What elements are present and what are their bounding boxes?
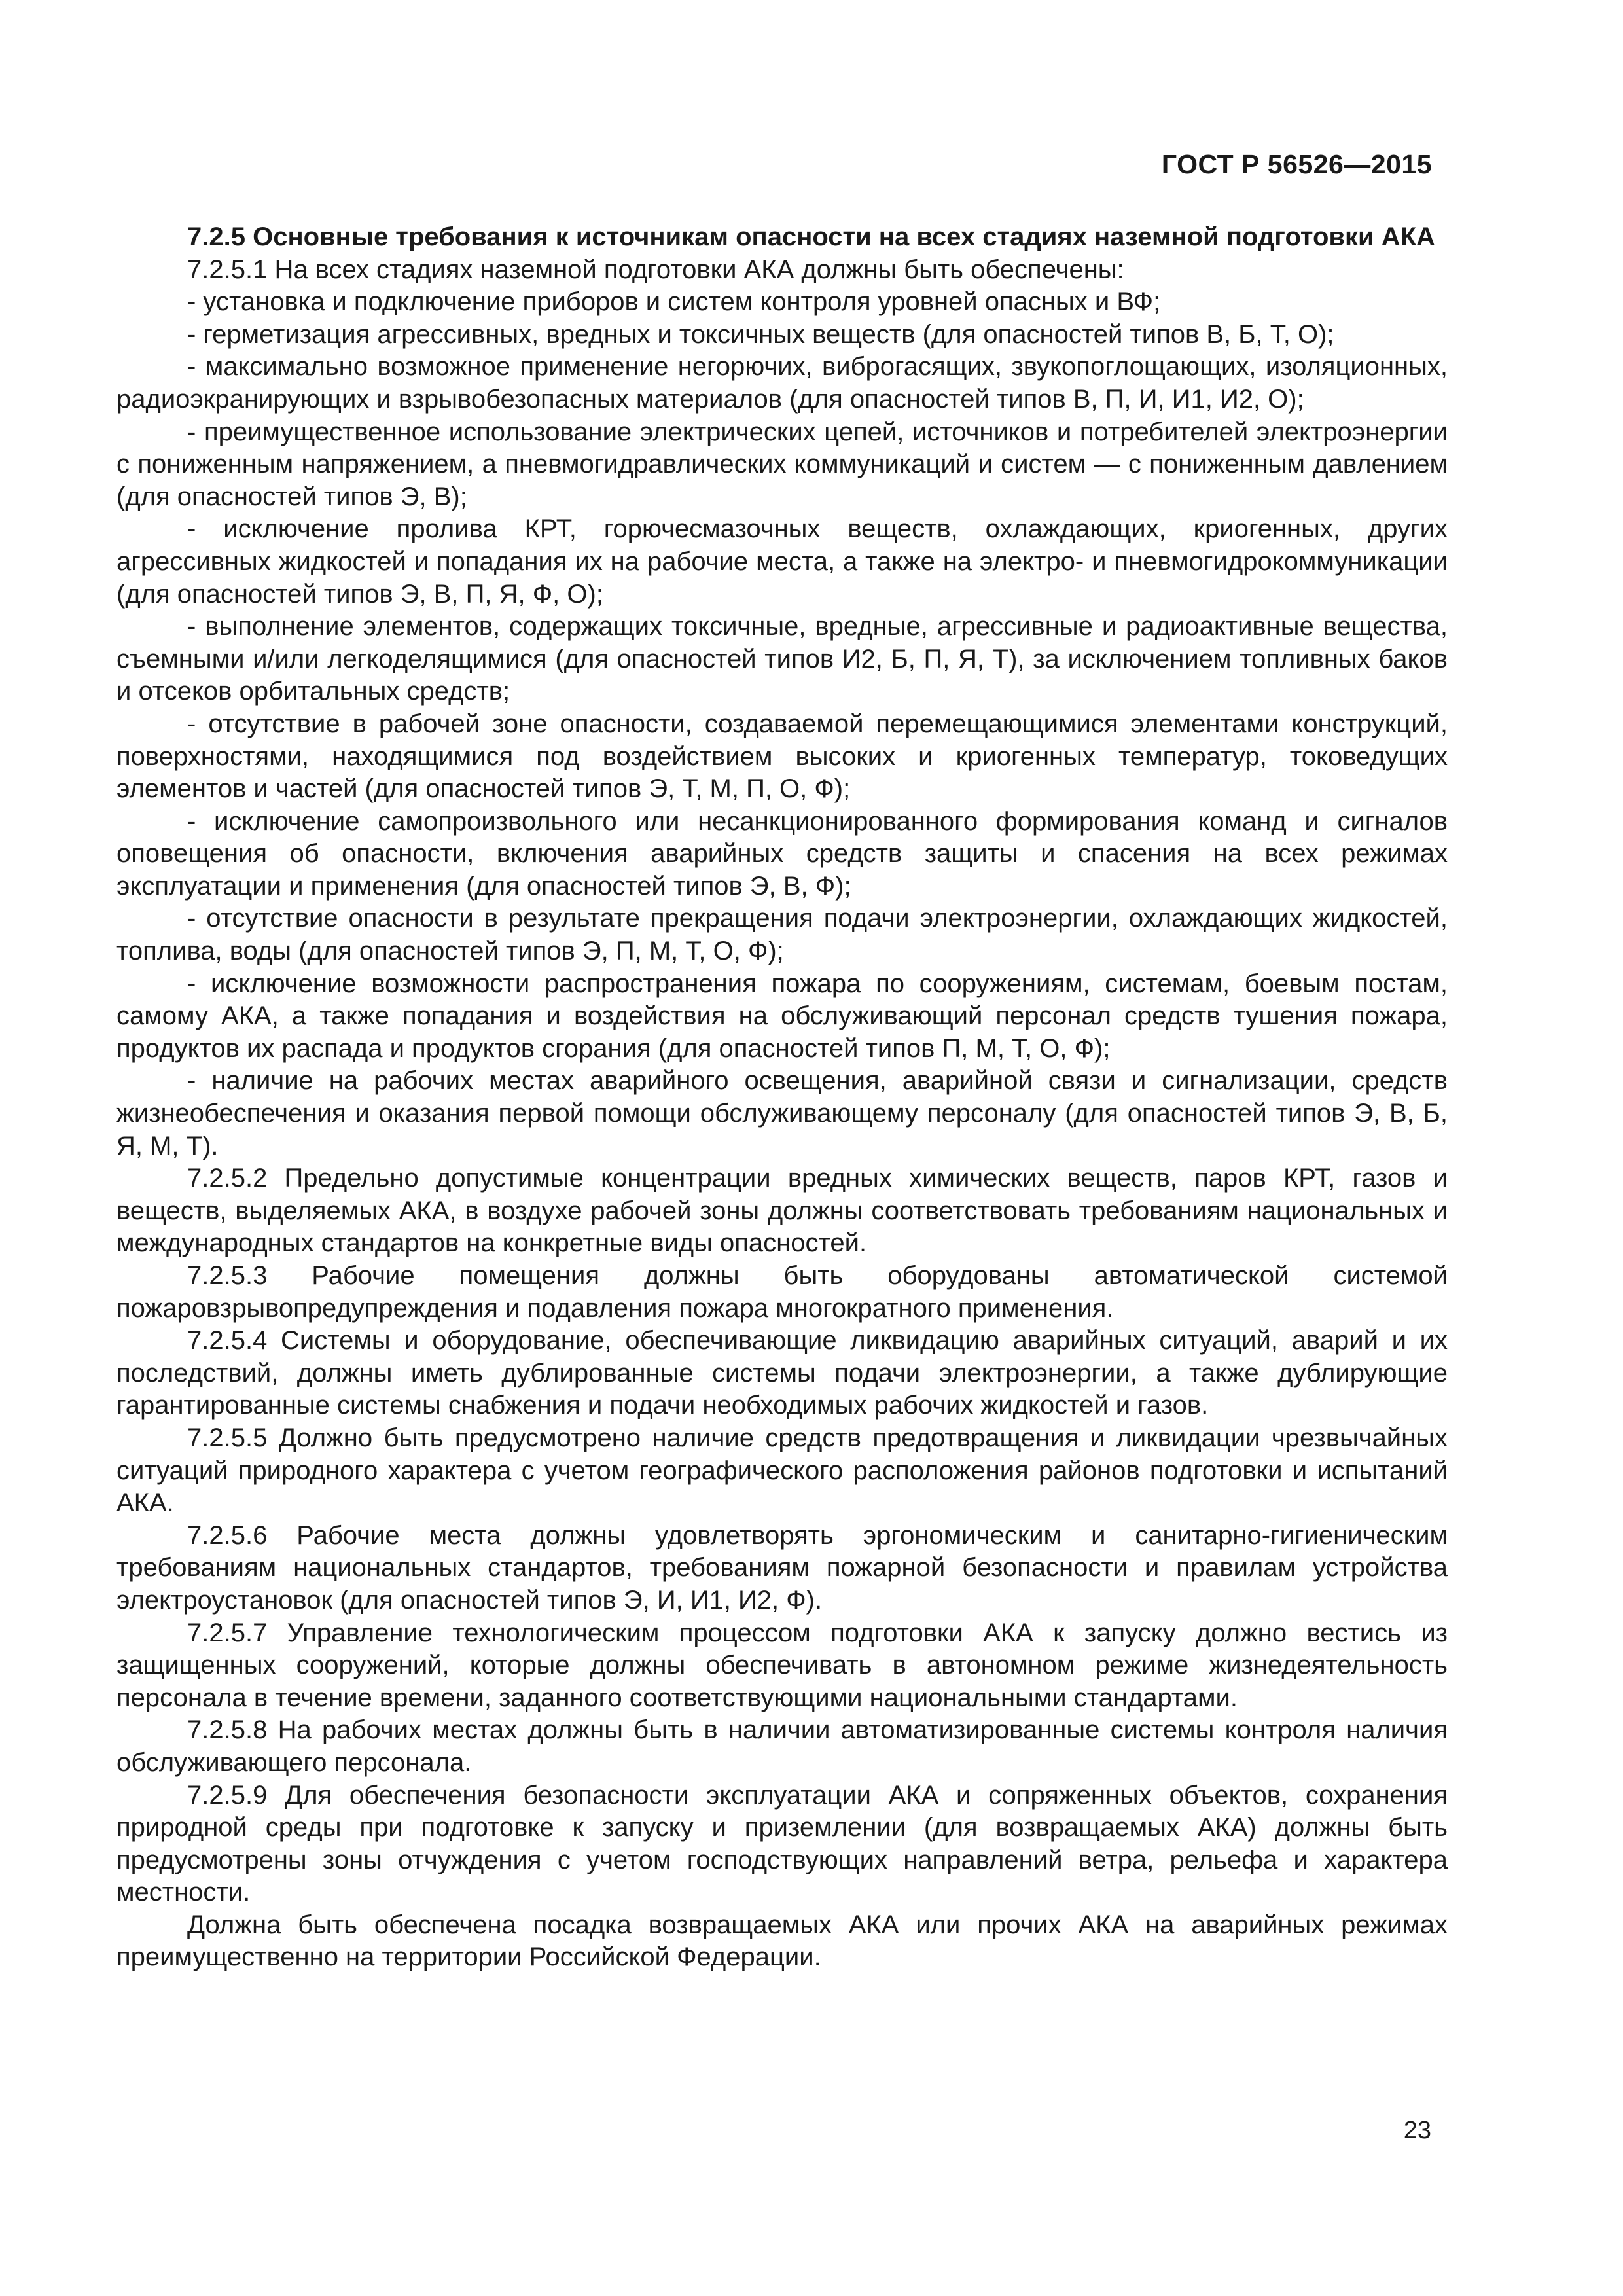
clause-7-2-5-3: 7.2.5.3 Рабочие помещения должны быть оборудованы автоматической системой пожаровзрывопредупреждения и подавления пожара многократного применения. bbox=[116, 1261, 1448, 1323]
clause-7-2-5-7: 7.2.5.7 Управление технологическим процессом подготовки АКА к запуску должно вестись из защищенных сооружений, которые должны обеспечивать в автономном режиме жизнедеятельность персонала в течение времени, заданного соответствующими национальными стандартами. bbox=[116, 1618, 1448, 1712]
list-item-supply-interruption: - отсутствие опасности в результате прекращения подачи электроэнергии, охлаждающих жидкостей, топлива, воды (для опасностей типов Э, П, М, Т, О, Ф); bbox=[116, 904, 1448, 966]
list-item-emergency-lighting: - наличие на рабочих местах аварийного освещения, аварийной связи и сигнализации, средств жизнеобеспечения и оказания первой помощи обслуживающему персоналу (для опасностей типов Э, В, Б, Я, М, Т). bbox=[116, 1066, 1448, 1160]
clause-7-2-5-6: 7.2.5.6 Рабочие места должны удовлетворять эргономическим и санитарно-гигиеническим требованиям национальных стандартов, требованиям пожарной безопасности и правилам устройства электроустановок (для опасностей типов Э, И, И1, И2, Ф). bbox=[116, 1520, 1448, 1615]
list-item-removable-elements: - выполнение элементов, содержащих токсичные, вредные, агрессивные и радиоактивные вещества, съемными и/или легкоделящимися (для опасностей типов И2, Б, П, Я, Т), за исключением топливных баков и отсеков орбитальных средств; bbox=[116, 612, 1448, 706]
section-heading: 7.2.5 Основные требования к источникам опасности на всех стадиях наземной подготовки АКА bbox=[187, 223, 1435, 251]
closing-paragraph: Должна быть обеспечена посадка возвращаемых АКА или прочих АКА на аварийных режимах преимущественно на территории Российской Федерации. bbox=[116, 1910, 1448, 1972]
list-item-fire-spread: - исключение возможности распространения пожара по сооружениям, системам, боевым постам, самому АКА, а также попадания и воздействия на обслуживающий персонал средств тушения пожара, продуктов их распада и продуктов сгорания (для опасностей типов П, М, Т, О, Ф); bbox=[116, 969, 1448, 1063]
clause-7-2-5-5: 7.2.5.5 Должно быть предусмотрено наличие средств предотвращения и ликвидации чрезвычайных ситуаций природного характера с учетом географического расположения районов подготовки и испытаний АКА. bbox=[116, 1423, 1448, 1518]
clause-7-2-5-9: 7.2.5.9 Для обеспечения безопасности эксплуатации АКА и сопряженных объектов, сохранения природной среды при подготовке к запуску и приземлении (для возвращаемых АКА) должны быть предусмотрены зоны отчуждения с учетом господствующих направлений ветра, рельефа и характера местности. bbox=[116, 1780, 1448, 1907]
list-item-materials: - максимально возможное применение негорючих, виброгасящих, звукопоглощающих, изоляционных, радиоэкранирующих и взрывобезопасных материалов (для опасностей типов В, П, И, И1, И2, О); bbox=[116, 352, 1448, 414]
list-item-spill-prevention: - исключение пролива КРТ, горючесмазочных веществ, охлаждающих, криогенных, других агрессивных жидкостей и попадания их на рабочие места, а также на электро- и пневмогидрокоммуникации (для опасностей типов Э, В, П, Я, Ф, О); bbox=[116, 514, 1448, 609]
clause-7-2-5-2: 7.2.5.2 Предельно допустимые концентрации вредных химических веществ, паров КРТ, газов и веществ, выделяемых АКА, в воздухе рабочей зоны должны соответствовать требованиям национальных и международных стандартов на конкретные виды опасностей. bbox=[116, 1164, 1448, 1258]
list-item-sealing: - герметизация агрессивных, вредных и токсичных веществ (для опасностей типов В, Б, Т, О); bbox=[187, 319, 1334, 349]
list-item-unauthorized-commands: - исключение самопроизвольного или несанкционированного формирования команд и сигналов оповещения об опасности, включения аварийных средств защиты и спасения на всех режимах эксплуатации и применения (для опасностей типов Э, В, Ф); bbox=[116, 806, 1448, 901]
list-item-low-voltage: - преимущественное использование электрических цепей, источников и потребителей электроэнергии с пониженным напряжением, а пневмогидравлических коммуникаций и систем — с пониженным давлением (для опасностей типов Э, В); bbox=[116, 417, 1448, 511]
page-number: 23 bbox=[1403, 2117, 1431, 2144]
list-item-sensors: - установка и подключение приборов и систем контроля уровней опасных и ВФ; bbox=[187, 287, 1161, 317]
clause-7-2-5-8: 7.2.5.8 На рабочих местах должны быть в наличии автоматизированные системы контроля наличия обслуживающего персонала. bbox=[116, 1715, 1448, 1777]
document-code-header: ГОСТ Р 56526—2015 bbox=[1161, 149, 1432, 179]
clause-7-2-5-4: 7.2.5.4 Системы и оборудование, обеспечивающие ликвидацию аварийных ситуаций, аварий и их последствий, должны иметь дублированные системы подачи электроэнергии, а также дублирующие гарантированные системы снабжения и подачи необходимых рабочих жидкостей и газов. bbox=[116, 1326, 1448, 1420]
list-item-danger-zone: - отсутствие в рабочей зоне опасности, создаваемой перемещающимися элементами конструкций, поверхностями, находящимися под воздействием высоких и криогенных температур, токоведущих элементов и частей (для опасностей типов Э, Т, М, П, О, Ф); bbox=[116, 709, 1448, 804]
section-content bbox=[116, 221, 1448, 1974]
clause-7-2-5-1: 7.2.5.1 На всех стадиях наземной подготовки АКА должны быть обеспечены: bbox=[187, 255, 1124, 284]
